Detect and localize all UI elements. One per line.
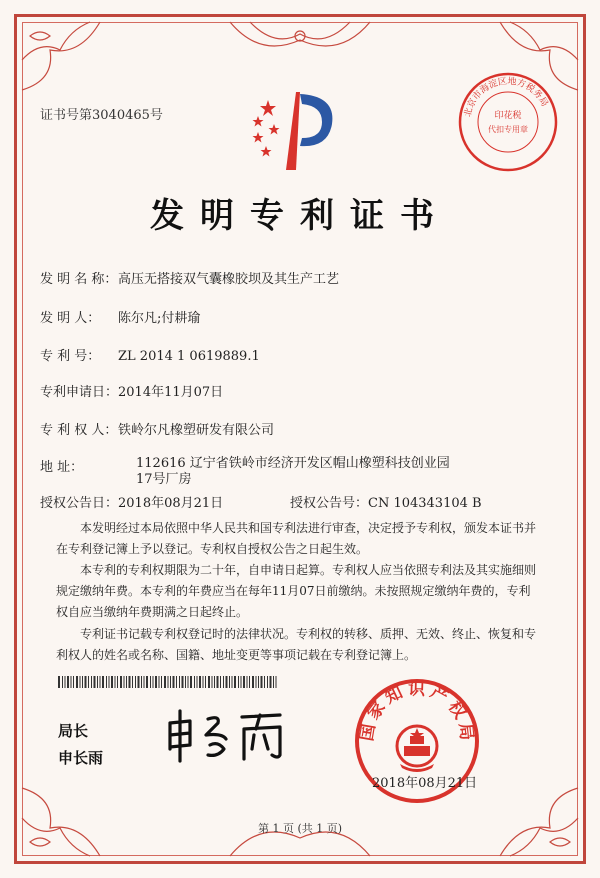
- patent-number-value: ZL 2014 1 0619889.1: [118, 349, 260, 364]
- inventor-value: 陈尔凡;付耕瑜: [118, 311, 201, 326]
- paragraph-legal: 专利证书记载专利权登记时的法律状况。专利权的转移、质押、无效、终止、恢复和专利权人的姓名或名称、国籍、地址变更等事项记载在专利登记簿上。: [56, 627, 537, 662]
- invention-name-label: 发 明 名 称：: [40, 272, 118, 287]
- inventor-label: 发 明 人：: [40, 311, 101, 326]
- seal-date: 2018年08月21日: [372, 776, 478, 791]
- patentee-value: 铁岭尔凡橡塑研发有限公司: [118, 423, 275, 438]
- address-label: 地 址：: [40, 460, 84, 475]
- invention-name-value: 高压无搭接双气囊橡胶坝及其生产工艺: [118, 272, 340, 287]
- seal-text: 国家知识产权局: [357, 679, 477, 746]
- grant-date-label: 授权公告日：: [40, 496, 119, 511]
- paragraph-review: 本发明经过本局依照中华人民共和国专利法进行审查，决定授予专利权，颁发本证书并在专利登记簿上予以登记。专利权自授权公告之日起生效。: [56, 521, 537, 556]
- cnipa-logo: [244, 82, 344, 172]
- certificate-number: 证书号第3040465号: [40, 108, 163, 123]
- filing-date-label: 专利申请日：: [40, 385, 119, 400]
- handwritten-signature: [160, 705, 300, 765]
- filing-date-row: [40, 381, 223, 400]
- tax-stamp-text: 北京市海淀区地方税务局: [463, 76, 550, 118]
- patentee-label: 专 利 权 人：: [40, 423, 118, 438]
- page-footer: 第 1 页 (共 1 页): [257, 822, 343, 835]
- address-row: [40, 456, 118, 475]
- patent-number-row: [40, 345, 260, 364]
- inventor-row: [40, 307, 200, 326]
- grant-number-label: 授权公告号：: [290, 496, 369, 511]
- paragraph-term: 本专利的专利权期限为二十年，自申请日起算。专利权人应当依照专利法及其实施细则规定缴纳年费。本专利的年费应当在每年11月07日前缴纳。未按照规定缴纳年费的，专利权自应当缴纳年费期满之日起终止。: [56, 563, 537, 619]
- address-value: 112616 辽宁省铁岭市经济开发区帽山橡塑科技创业园17号厂房: [136, 456, 450, 487]
- grant-date-row: [40, 492, 223, 511]
- tax-stamp-inner-1: 印花税: [494, 111, 522, 121]
- filing-date-value: 2014年11月07日: [118, 385, 224, 400]
- barcode: [58, 676, 280, 688]
- tax-stamp-inner-2: 代扣专用章: [488, 125, 528, 134]
- certificate-title: 发明专利证书: [150, 196, 450, 236]
- signatory-name: 申长雨: [58, 749, 104, 767]
- signatory-title: 局长: [58, 722, 89, 740]
- grant-date-value: 2018年08月21日: [118, 496, 224, 511]
- patent-number-label: 专 利 号：: [40, 349, 101, 364]
- grant-number-value: CN 104343104 B: [368, 496, 482, 511]
- tax-stamp: [456, 70, 560, 174]
- patentee-row: [40, 419, 274, 438]
- invention-name-row: [40, 268, 339, 287]
- grant-number-row: [290, 492, 482, 511]
